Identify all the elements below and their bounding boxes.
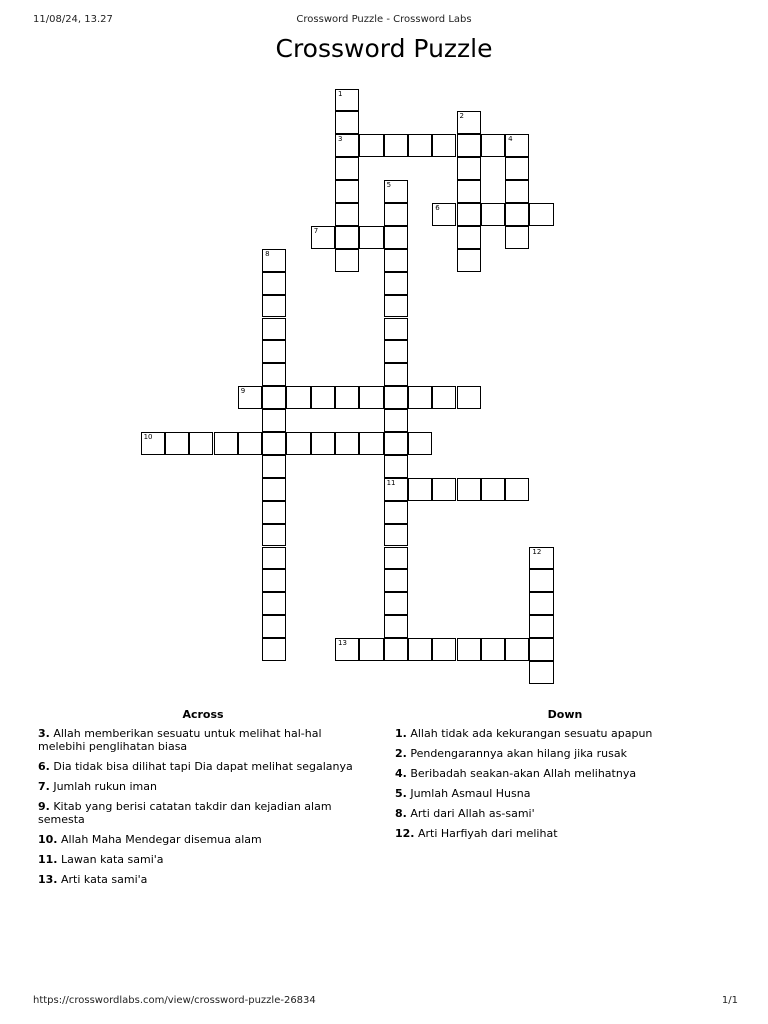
clue-number: 8. <box>395 807 407 820</box>
grid-cell[interactable] <box>408 638 432 661</box>
clue-text: Arti dari Allah as-sami' <box>410 807 535 820</box>
grid-cell[interactable] <box>505 180 529 203</box>
cell-number: 7 <box>313 226 319 235</box>
grid-cell[interactable] <box>529 615 553 638</box>
grid-cell[interactable] <box>384 180 408 203</box>
grid-cell[interactable] <box>457 134 481 157</box>
clue-text: Dia tidak bisa dilihat tapi Dia dapat melihat segalanya <box>53 760 353 773</box>
cell-number: 3 <box>338 135 343 144</box>
grid-cell[interactable] <box>384 615 408 638</box>
grid-cell[interactable] <box>335 226 359 249</box>
grid-cell[interactable] <box>335 157 359 180</box>
clue-text: Jumlah rukun iman <box>53 780 157 793</box>
grid-cell[interactable] <box>408 134 432 157</box>
grid-cell[interactable] <box>359 638 383 661</box>
cell-number: 6 <box>435 204 440 212</box>
grid-cell[interactable] <box>384 501 408 524</box>
clue-number: 6. <box>38 760 50 773</box>
grid-cell[interactable] <box>335 180 359 203</box>
clue-number: 9. <box>38 800 50 813</box>
grid-cell[interactable] <box>529 547 553 570</box>
clue-number: 10. <box>38 833 58 846</box>
clue-text: Pendengarannya akan hilang jika rusak <box>410 747 627 760</box>
print-url: https://crosswordlabs.com/view/crossword-puzzle-26834 <box>33 995 316 1006</box>
grid-cell[interactable] <box>311 432 335 455</box>
grid-cell[interactable] <box>529 203 553 226</box>
grid-cell[interactable] <box>335 89 359 112</box>
grid-cell[interactable] <box>457 638 481 661</box>
cell-number: 4 <box>508 135 513 144</box>
grid-cell[interactable] <box>505 134 529 157</box>
clue-down-2 <box>395 747 735 760</box>
grid-cell[interactable] <box>408 386 432 409</box>
grid-cell[interactable] <box>384 592 408 615</box>
grid-cell[interactable] <box>384 203 408 226</box>
clue-text: Jumlah Asmaul Husna <box>410 787 531 800</box>
grid-cell[interactable] <box>262 592 286 615</box>
grid-cell[interactable] <box>238 386 262 409</box>
grid-cell[interactable] <box>189 432 213 455</box>
grid-cell[interactable] <box>335 111 359 134</box>
clue-across-6 <box>38 760 368 773</box>
clue-text: Lawan kata sami'a <box>61 853 164 866</box>
grid-cell[interactable] <box>384 409 408 432</box>
clue-text: Arti Harfiyah dari melihat <box>418 827 558 840</box>
cell-number: 10 <box>143 433 153 441</box>
grid-cell[interactable] <box>359 134 383 157</box>
grid-cell[interactable] <box>505 226 529 249</box>
grid-cell[interactable] <box>335 386 359 409</box>
grid-cell[interactable] <box>529 592 553 615</box>
cell-number: 12 <box>532 547 542 556</box>
grid-cell[interactable] <box>505 638 529 661</box>
grid-cell[interactable] <box>384 432 408 455</box>
grid-cell[interactable] <box>359 226 383 249</box>
grid-cell[interactable] <box>505 478 529 501</box>
clue-number: 2. <box>395 747 407 760</box>
grid-cell[interactable] <box>408 432 432 455</box>
grid-cell[interactable] <box>529 661 553 684</box>
grid-cell[interactable] <box>384 638 408 661</box>
grid-cell[interactable] <box>286 432 310 455</box>
clue-across-11 <box>38 853 368 866</box>
clue-number: 4. <box>395 767 407 780</box>
print-datetime: 11/08/24, 13.27 <box>33 14 113 25</box>
grid-cell[interactable] <box>457 386 481 409</box>
grid-cell[interactable] <box>335 638 359 661</box>
grid-cell[interactable] <box>408 478 432 501</box>
clue-text: Allah Maha Mendegar disemua alam <box>61 833 262 846</box>
print-page-number: 1/1 <box>721 995 738 1006</box>
grid-cell[interactable] <box>457 203 481 226</box>
grid-cell[interactable] <box>384 547 408 570</box>
clue-number: 11. <box>38 853 58 866</box>
clue-number: 3. <box>38 727 50 740</box>
clue-text: Beribadah seakan-akan Allah melihatnya <box>410 767 637 780</box>
cell-number: 2 <box>459 112 464 121</box>
down-clues <box>395 708 735 847</box>
grid-cell[interactable] <box>286 386 310 409</box>
grid-cell[interactable] <box>335 249 359 272</box>
grid-cell[interactable] <box>481 638 505 661</box>
cell-number: 5 <box>386 181 392 190</box>
cell-number: 11 <box>386 478 396 487</box>
clue-number: 5. <box>395 787 407 800</box>
grid-cell[interactable] <box>457 111 481 134</box>
cell-number: 13 <box>338 639 347 648</box>
grid-cell[interactable] <box>262 547 286 570</box>
clue-across-13 <box>38 873 368 886</box>
clue-down-12 <box>395 827 735 840</box>
grid-cell[interactable] <box>384 226 408 249</box>
grid-cell[interactable] <box>311 386 335 409</box>
grid-cell[interactable] <box>432 134 456 157</box>
clue-text: Kitab yang berisi catatan takdir dan kejadian alam semesta <box>38 800 332 826</box>
grid-cell[interactable] <box>262 318 286 341</box>
grid-cell[interactable] <box>262 569 286 592</box>
clue-down-8 <box>395 807 735 820</box>
grid-cell[interactable] <box>262 615 286 638</box>
grid-cell[interactable] <box>335 134 359 157</box>
grid-cell[interactable] <box>529 569 553 592</box>
grid-cell[interactable] <box>432 478 456 501</box>
clue-text: Allah tidak ada kekurangan sesuatu apapun <box>410 727 653 740</box>
grid-cell[interactable] <box>384 478 408 501</box>
grid-cell[interactable] <box>311 226 335 249</box>
clue-across-3 <box>38 727 368 753</box>
clue-text: Arti kata sami'a <box>61 873 148 886</box>
clue-down-4 <box>395 767 735 780</box>
grid-cell[interactable] <box>262 524 286 547</box>
across-clues <box>38 708 368 893</box>
clue-down-5 <box>395 787 735 800</box>
grid-cell[interactable] <box>238 432 262 455</box>
grid-cell[interactable] <box>384 272 408 295</box>
grid-cell[interactable] <box>262 386 286 409</box>
grid-cell[interactable] <box>384 524 408 547</box>
grid-cell[interactable] <box>481 478 505 501</box>
grid-cell[interactable] <box>262 295 286 318</box>
clue-number: 1. <box>395 727 407 740</box>
grid-cell[interactable] <box>481 203 505 226</box>
grid-cell[interactable] <box>384 386 408 409</box>
grid-cell[interactable] <box>165 432 189 455</box>
grid-cell[interactable] <box>262 432 286 455</box>
grid-cell[interactable] <box>335 203 359 226</box>
grid-cell[interactable] <box>262 501 286 524</box>
cell-number: 9 <box>240 387 246 396</box>
across-heading: Across <box>182 708 224 721</box>
clue-across-10 <box>38 833 368 846</box>
grid-cell[interactable] <box>384 363 408 386</box>
grid-cell[interactable] <box>457 226 481 249</box>
grid-cell[interactable] <box>457 157 481 180</box>
cell-number: 1 <box>338 89 343 98</box>
puzzle-title: Crossword Puzzle <box>275 34 493 63</box>
grid-cell[interactable] <box>262 455 286 478</box>
clue-number: 12. <box>395 827 415 840</box>
grid-cell[interactable] <box>457 180 481 203</box>
down-heading: Down <box>547 708 583 721</box>
grid-cell[interactable] <box>505 157 529 180</box>
grid-cell[interactable] <box>432 638 456 661</box>
clue-number: 7. <box>38 780 50 793</box>
grid-cell[interactable] <box>262 363 286 386</box>
clue-text: Allah memberikan sesuatu untuk melihat hal-hal melebihi penglihatan biasa <box>38 727 322 753</box>
grid-cell[interactable] <box>262 478 286 501</box>
grid-cell[interactable] <box>359 386 383 409</box>
grid-cell[interactable] <box>432 386 456 409</box>
grid-cell[interactable] <box>141 432 165 455</box>
grid-cell[interactable] <box>457 249 481 272</box>
grid-cell[interactable] <box>262 249 286 272</box>
grid-cell[interactable] <box>335 432 359 455</box>
grid-cell[interactable] <box>384 295 408 318</box>
grid-cell[interactable] <box>529 638 553 661</box>
grid-cell[interactable] <box>384 569 408 592</box>
clue-across-7 <box>38 780 368 793</box>
grid-cell[interactable] <box>262 409 286 432</box>
print-page-title: Crossword Puzzle - Crossword Labs <box>296 14 472 25</box>
grid-cell[interactable] <box>432 203 456 226</box>
grid-cell[interactable] <box>262 340 286 363</box>
grid-cell[interactable] <box>384 249 408 272</box>
grid-cell[interactable] <box>457 478 481 501</box>
grid-cell[interactable] <box>481 134 505 157</box>
grid-cell[interactable] <box>384 455 408 478</box>
grid-cell[interactable] <box>384 340 408 363</box>
clue-number: 13. <box>38 873 58 886</box>
grid-cell[interactable] <box>359 432 383 455</box>
grid-cell[interactable] <box>262 272 286 295</box>
cell-number: 8 <box>265 249 270 258</box>
grid-cell[interactable] <box>262 638 286 661</box>
grid-cell[interactable] <box>505 203 529 226</box>
clue-across-9 <box>38 800 368 826</box>
grid-cell[interactable] <box>214 432 238 455</box>
clue-down-1 <box>395 727 735 740</box>
grid-cell[interactable] <box>384 134 408 157</box>
grid-cell[interactable] <box>384 318 408 341</box>
